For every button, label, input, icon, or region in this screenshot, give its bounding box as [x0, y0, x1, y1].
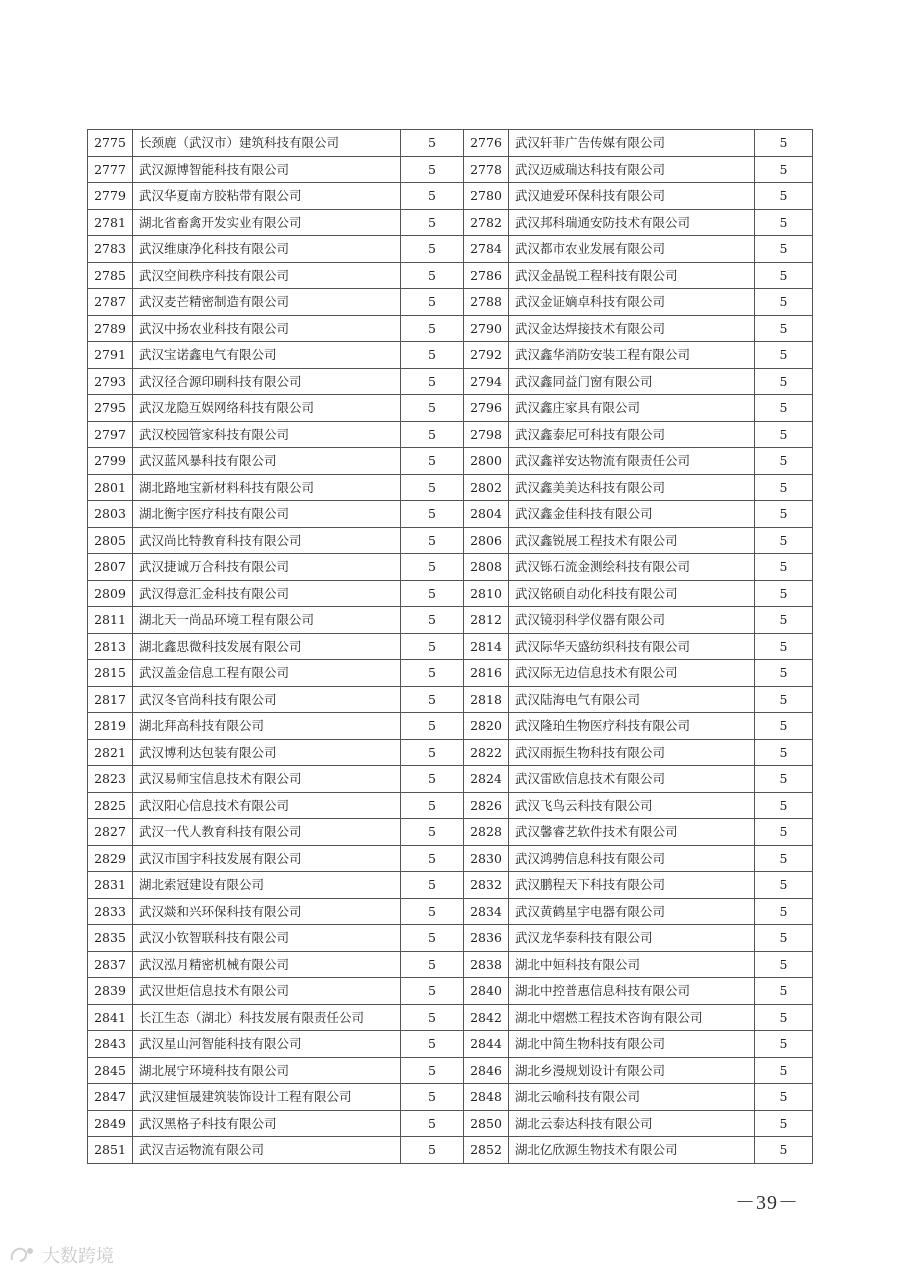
- entry-number: 2798: [464, 421, 509, 448]
- entry-number: 2799: [88, 448, 133, 475]
- entry-number: 2806: [464, 527, 509, 554]
- company-name: 武汉际无边信息技术有限公司: [509, 660, 755, 687]
- entry-score: 5: [755, 739, 813, 766]
- entry-score: 5: [401, 554, 464, 581]
- entry-number: 2819: [88, 713, 133, 740]
- table-row: [88, 739, 813, 766]
- entry-score: 5: [755, 845, 813, 872]
- company-name: 武汉华夏南方胶粘带有限公司: [133, 183, 401, 210]
- company-name: 武汉龙隐互娱网络科技有限公司: [133, 395, 401, 422]
- company-name: 武汉盖金信息工程有限公司: [133, 660, 401, 687]
- table-row: [88, 633, 813, 660]
- company-name: 湖北亿欣源生物技术有限公司: [509, 1137, 755, 1164]
- entry-score: 5: [755, 395, 813, 422]
- company-name: 武汉迪爱环保科技有限公司: [509, 183, 755, 210]
- entry-score: 5: [401, 368, 464, 395]
- entry-score: 5: [401, 1084, 464, 1111]
- company-name: 武汉世炬信息技术有限公司: [133, 978, 401, 1005]
- company-name: 武汉隆珀生物医疗科技有限公司: [509, 713, 755, 740]
- entry-number: 2788: [464, 289, 509, 316]
- table-row: [88, 1110, 813, 1137]
- table-row: [88, 448, 813, 475]
- company-name: 武汉镜羽科学仪器有限公司: [509, 607, 755, 634]
- company-name: 武汉迈威瑞达科技有限公司: [509, 156, 755, 183]
- entry-number: 2781: [88, 209, 133, 236]
- company-name: 武汉金证嫡卓科技有限公司: [509, 289, 755, 316]
- entry-number: 2795: [88, 395, 133, 422]
- company-name: 武汉雷欧信息技术有限公司: [509, 766, 755, 793]
- entry-number: 2790: [464, 315, 509, 342]
- entry-score: 5: [755, 289, 813, 316]
- company-name: 武汉鑫同益门窗有限公司: [509, 368, 755, 395]
- table-row: [88, 845, 813, 872]
- entry-score: 5: [401, 395, 464, 422]
- entry-score: 5: [401, 315, 464, 342]
- company-name: 武汉源博智能科技有限公司: [133, 156, 401, 183]
- entry-score: 5: [755, 527, 813, 554]
- entry-number: 2797: [88, 421, 133, 448]
- company-name: 武汉维康净化科技有限公司: [133, 236, 401, 263]
- entry-number: 2843: [88, 1031, 133, 1058]
- company-name: 长颈鹿（武汉市）建筑科技有限公司: [133, 130, 401, 157]
- entry-number: 2794: [464, 368, 509, 395]
- company-name: 湖北乡漫规划设计有限公司: [509, 1057, 755, 1084]
- entry-score: 5: [401, 792, 464, 819]
- table-row: [88, 1137, 813, 1164]
- entry-score: 5: [401, 1004, 464, 1031]
- entry-number: 2841: [88, 1004, 133, 1031]
- company-name: 武汉蓝风暴科技有限公司: [133, 448, 401, 475]
- entry-score: 5: [401, 845, 464, 872]
- entry-score: 5: [755, 1004, 813, 1031]
- entry-score: 5: [755, 156, 813, 183]
- entry-number: 2838: [464, 951, 509, 978]
- company-name: 武汉鑫锐展工程技术有限公司: [509, 527, 755, 554]
- entry-score: 5: [401, 898, 464, 925]
- company-name: 武汉小钦智联科技有限公司: [133, 925, 401, 952]
- entry-score: 5: [755, 368, 813, 395]
- entry-number: 2792: [464, 342, 509, 369]
- entry-score: 5: [401, 209, 464, 236]
- company-name: 武汉陆海电气有限公司: [509, 686, 755, 713]
- table-row: [88, 766, 813, 793]
- company-name: 武汉鹏程天下科技有限公司: [509, 872, 755, 899]
- company-name: 武汉捷诚万合科技有限公司: [133, 554, 401, 581]
- entry-score: 5: [755, 792, 813, 819]
- table-row: [88, 1031, 813, 1058]
- company-name: 武汉市国宇科技发展有限公司: [133, 845, 401, 872]
- entry-number: 2779: [88, 183, 133, 210]
- table-row: [88, 130, 813, 157]
- company-name: 武汉金达焊接技术有限公司: [509, 315, 755, 342]
- entry-number: 2848: [464, 1084, 509, 1111]
- entry-number: 2851: [88, 1137, 133, 1164]
- entry-score: 5: [401, 713, 464, 740]
- entry-score: 5: [755, 236, 813, 263]
- table-row: [88, 368, 813, 395]
- entry-score: 5: [755, 474, 813, 501]
- company-name: 武汉铭硕自动化科技有限公司: [509, 580, 755, 607]
- company-name: 湖北天一尚品环境工程有限公司: [133, 607, 401, 634]
- company-name: 武汉鑫华消防安装工程有限公司: [509, 342, 755, 369]
- entry-number: 2820: [464, 713, 509, 740]
- entry-number: 2780: [464, 183, 509, 210]
- entry-number: 2800: [464, 448, 509, 475]
- table-row: [88, 686, 813, 713]
- table-row: [88, 342, 813, 369]
- company-name: 湖北云泰达科技有限公司: [509, 1110, 755, 1137]
- entry-score: 5: [755, 1110, 813, 1137]
- entry-number: 2814: [464, 633, 509, 660]
- company-name: 湖北云喻科技有限公司: [509, 1084, 755, 1111]
- entry-score: 5: [401, 686, 464, 713]
- table-row: [88, 262, 813, 289]
- table-row: [88, 580, 813, 607]
- entry-number: 2827: [88, 819, 133, 846]
- entry-number: 2850: [464, 1110, 509, 1137]
- entry-score: 5: [755, 1084, 813, 1111]
- entry-number: 2823: [88, 766, 133, 793]
- watermark-text: 大数跨境: [42, 1246, 114, 1267]
- company-name: 武汉都市农业发展有限公司: [509, 236, 755, 263]
- table-row: [88, 872, 813, 899]
- entry-number: 2828: [464, 819, 509, 846]
- entry-number: 2812: [464, 607, 509, 634]
- entry-number: 2777: [88, 156, 133, 183]
- company-name: 武汉宝诺鑫电气有限公司: [133, 342, 401, 369]
- entry-score: 5: [401, 633, 464, 660]
- entry-number: 2837: [88, 951, 133, 978]
- company-name: 武汉建恒晟建筑装饰设计工程有限公司: [133, 1084, 401, 1111]
- entry-number: 2802: [464, 474, 509, 501]
- entry-score: 5: [401, 766, 464, 793]
- table-row: [88, 607, 813, 634]
- table-row: [88, 315, 813, 342]
- entry-score: 5: [755, 421, 813, 448]
- entry-number: 2825: [88, 792, 133, 819]
- entry-number: 2815: [88, 660, 133, 687]
- table-row: [88, 289, 813, 316]
- table-row: [88, 395, 813, 422]
- company-name: 武汉黑格子科技有限公司: [133, 1110, 401, 1137]
- company-name: 湖北拜高科技有限公司: [133, 713, 401, 740]
- entry-score: 5: [755, 183, 813, 210]
- entry-number: 2834: [464, 898, 509, 925]
- entry-number: 2830: [464, 845, 509, 872]
- entry-number: 2791: [88, 342, 133, 369]
- table-row: [88, 925, 813, 952]
- table-row: [88, 421, 813, 448]
- entry-score: 5: [401, 156, 464, 183]
- table-row: [88, 898, 813, 925]
- company-name: 武汉鸿骋信息科技有限公司: [509, 845, 755, 872]
- entry-number: 2846: [464, 1057, 509, 1084]
- company-name: 武汉径合源印刷科技有限公司: [133, 368, 401, 395]
- company-name: 武汉冬官尚科技有限公司: [133, 686, 401, 713]
- company-name: 湖北展宁环境科技有限公司: [133, 1057, 401, 1084]
- entry-score: 5: [755, 951, 813, 978]
- company-name: 湖北鑫思微科技发展有限公司: [133, 633, 401, 660]
- company-name: 武汉吉运物流有限公司: [133, 1137, 401, 1164]
- entry-number: 2776: [464, 130, 509, 157]
- watermark-logo-icon: [8, 1244, 38, 1266]
- table-row: [88, 819, 813, 846]
- company-name: 武汉鑫泰尼可科技有限公司: [509, 421, 755, 448]
- table-row: [88, 660, 813, 687]
- entry-number: 2816: [464, 660, 509, 687]
- company-name: 湖北中熠燃工程技术咨询有限公司: [509, 1004, 755, 1031]
- entry-number: 2835: [88, 925, 133, 952]
- company-name: 武汉麦芒精密制造有限公司: [133, 289, 401, 316]
- entry-score: 5: [401, 951, 464, 978]
- company-name: 武汉鑫金佳科技有限公司: [509, 501, 755, 528]
- entry-number: 2801: [88, 474, 133, 501]
- entry-number: 2805: [88, 527, 133, 554]
- entry-score: 5: [401, 130, 464, 157]
- entry-score: 5: [401, 1137, 464, 1164]
- entry-score: 5: [755, 925, 813, 952]
- entry-number: 2803: [88, 501, 133, 528]
- entry-score: 5: [755, 1057, 813, 1084]
- entry-number: 2813: [88, 633, 133, 660]
- entry-score: 5: [401, 236, 464, 263]
- entry-number: 2782: [464, 209, 509, 236]
- entry-number: 2793: [88, 368, 133, 395]
- entry-score: 5: [401, 1110, 464, 1137]
- company-name: 武汉校园管家科技有限公司: [133, 421, 401, 448]
- entry-score: 5: [755, 1137, 813, 1164]
- entry-score: 5: [401, 978, 464, 1005]
- entry-score: 5: [755, 819, 813, 846]
- entry-score: 5: [401, 739, 464, 766]
- entry-score: 5: [755, 898, 813, 925]
- entry-score: 5: [401, 872, 464, 899]
- entry-number: 2811: [88, 607, 133, 634]
- table-row: [88, 978, 813, 1005]
- entry-number: 2778: [464, 156, 509, 183]
- company-name: 湖北中姮科技有限公司: [509, 951, 755, 978]
- company-name: 武汉空间秩序科技有限公司: [133, 262, 401, 289]
- company-name: 武汉一代人教育科技有限公司: [133, 819, 401, 846]
- table-row: [88, 554, 813, 581]
- company-name: 武汉飞鸟云科技有限公司: [509, 792, 755, 819]
- entry-number: 2849: [88, 1110, 133, 1137]
- entry-score: 5: [755, 660, 813, 687]
- company-name: 湖北中简生物科技有限公司: [509, 1031, 755, 1058]
- entry-score: 5: [755, 633, 813, 660]
- table-row: [88, 1084, 813, 1111]
- entry-number: 2818: [464, 686, 509, 713]
- table-row: [88, 156, 813, 183]
- entry-score: 5: [401, 342, 464, 369]
- entry-score: 5: [755, 262, 813, 289]
- entry-number: 2840: [464, 978, 509, 1005]
- entry-number: 2839: [88, 978, 133, 1005]
- entry-number: 2822: [464, 739, 509, 766]
- table-row: [88, 236, 813, 263]
- watermark: [8, 1242, 114, 1268]
- table-row: [88, 1004, 813, 1031]
- entry-number: 2831: [88, 872, 133, 899]
- entry-score: 5: [401, 1031, 464, 1058]
- entry-number: 2810: [464, 580, 509, 607]
- company-name: 武汉馨睿艺软件技术有限公司: [509, 819, 755, 846]
- table-row: [88, 527, 813, 554]
- entry-number: 2783: [88, 236, 133, 263]
- company-name: 武汉易师宝信息技术有限公司: [133, 766, 401, 793]
- entry-score: 5: [755, 130, 813, 157]
- entry-score: 5: [755, 342, 813, 369]
- company-name: 武汉雨振生物科技有限公司: [509, 739, 755, 766]
- entry-score: 5: [755, 554, 813, 581]
- entry-number: 2808: [464, 554, 509, 581]
- entry-score: 5: [755, 501, 813, 528]
- company-name: 武汉龙华泰科技有限公司: [509, 925, 755, 952]
- entry-number: 2847: [88, 1084, 133, 1111]
- entry-number: 2804: [464, 501, 509, 528]
- entry-score: 5: [755, 448, 813, 475]
- company-name: 武汉鑫美美达科技有限公司: [509, 474, 755, 501]
- table-row: [88, 951, 813, 978]
- company-name: 湖北索冠建设有限公司: [133, 872, 401, 899]
- entry-number: 2832: [464, 872, 509, 899]
- company-name: 武汉泓月精密机械有限公司: [133, 951, 401, 978]
- company-name: 湖北省畜禽开发实业有限公司: [133, 209, 401, 236]
- entry-score: 5: [755, 872, 813, 899]
- entry-score: 5: [755, 580, 813, 607]
- entry-score: 5: [401, 289, 464, 316]
- entry-score: 5: [401, 183, 464, 210]
- company-name: 湖北衡宇医疗科技有限公司: [133, 501, 401, 528]
- company-name: 湖北中控普惠信息科技有限公司: [509, 978, 755, 1005]
- entry-number: 2784: [464, 236, 509, 263]
- entry-score: 5: [401, 819, 464, 846]
- entry-number: 2824: [464, 766, 509, 793]
- entry-number: 2786: [464, 262, 509, 289]
- company-name: 武汉黄鹤星宇电器有限公司: [509, 898, 755, 925]
- entry-number: 2836: [464, 925, 509, 952]
- company-name: 长江生态（湖北）科技发展有限责任公司: [133, 1004, 401, 1031]
- entry-score: 5: [401, 501, 464, 528]
- entry-score: 5: [755, 209, 813, 236]
- entry-score: 5: [755, 713, 813, 740]
- entry-number: 2796: [464, 395, 509, 422]
- entry-number: 2852: [464, 1137, 509, 1164]
- entry-score: 5: [755, 315, 813, 342]
- entry-score: 5: [755, 607, 813, 634]
- company-name: 武汉金晶锐工程科技有限公司: [509, 262, 755, 289]
- entry-number: 2844: [464, 1031, 509, 1058]
- table-row: [88, 501, 813, 528]
- company-name: 武汉鑫祥安达物流有限责任公司: [509, 448, 755, 475]
- page-number: －39－: [735, 1192, 799, 1214]
- entry-number: 2807: [88, 554, 133, 581]
- entry-score: 5: [401, 474, 464, 501]
- entry-number: 2842: [464, 1004, 509, 1031]
- company-name: 武汉博利达包装有限公司: [133, 739, 401, 766]
- entry-score: 5: [401, 925, 464, 952]
- entry-score: 5: [401, 448, 464, 475]
- company-name: 武汉阳心信息技术有限公司: [133, 792, 401, 819]
- entry-number: 2821: [88, 739, 133, 766]
- entry-score: 5: [401, 580, 464, 607]
- table-body: [88, 130, 813, 1164]
- company-name: 武汉铄石流金测绘科技有限公司: [509, 554, 755, 581]
- company-name: 湖北路地宝新材料科技有限公司: [133, 474, 401, 501]
- entry-score: 5: [401, 1057, 464, 1084]
- entry-number: 2829: [88, 845, 133, 872]
- table-row: [88, 713, 813, 740]
- table-row: [88, 1057, 813, 1084]
- company-name: 武汉中扬农业科技有限公司: [133, 315, 401, 342]
- entry-number: 2775: [88, 130, 133, 157]
- entry-number: 2833: [88, 898, 133, 925]
- table-row: [88, 792, 813, 819]
- entry-score: 5: [755, 1031, 813, 1058]
- entry-score: 5: [401, 527, 464, 554]
- entry-number: 2785: [88, 262, 133, 289]
- entry-number: 2809: [88, 580, 133, 607]
- table-row: [88, 209, 813, 236]
- company-name: 武汉际华天盛纺织科技有限公司: [509, 633, 755, 660]
- entry-score: 5: [401, 660, 464, 687]
- company-name: 武汉轩菲广告传媒有限公司: [509, 130, 755, 157]
- company-name: 武汉得意汇金科技有限公司: [133, 580, 401, 607]
- entry-number: 2789: [88, 315, 133, 342]
- entry-score: 5: [755, 978, 813, 1005]
- entry-number: 2817: [88, 686, 133, 713]
- table-row: [88, 474, 813, 501]
- entry-score: 5: [401, 607, 464, 634]
- company-name: 武汉星山河智能科技有限公司: [133, 1031, 401, 1058]
- entry-number: 2826: [464, 792, 509, 819]
- company-name: 武汉尚比特教育科技有限公司: [133, 527, 401, 554]
- company-name: 武汉邦科瑞通安防技术有限公司: [509, 209, 755, 236]
- company-name: 武汉鑫庄家具有限公司: [509, 395, 755, 422]
- company-list-table: [87, 129, 813, 1164]
- entry-score: 5: [755, 686, 813, 713]
- entry-number: 2845: [88, 1057, 133, 1084]
- entry-score: 5: [401, 421, 464, 448]
- entry-score: 5: [755, 766, 813, 793]
- company-name: 武汉燚和兴环保科技有限公司: [133, 898, 401, 925]
- table-row: [88, 183, 813, 210]
- entry-number: 2787: [88, 289, 133, 316]
- entry-score: 5: [401, 262, 464, 289]
